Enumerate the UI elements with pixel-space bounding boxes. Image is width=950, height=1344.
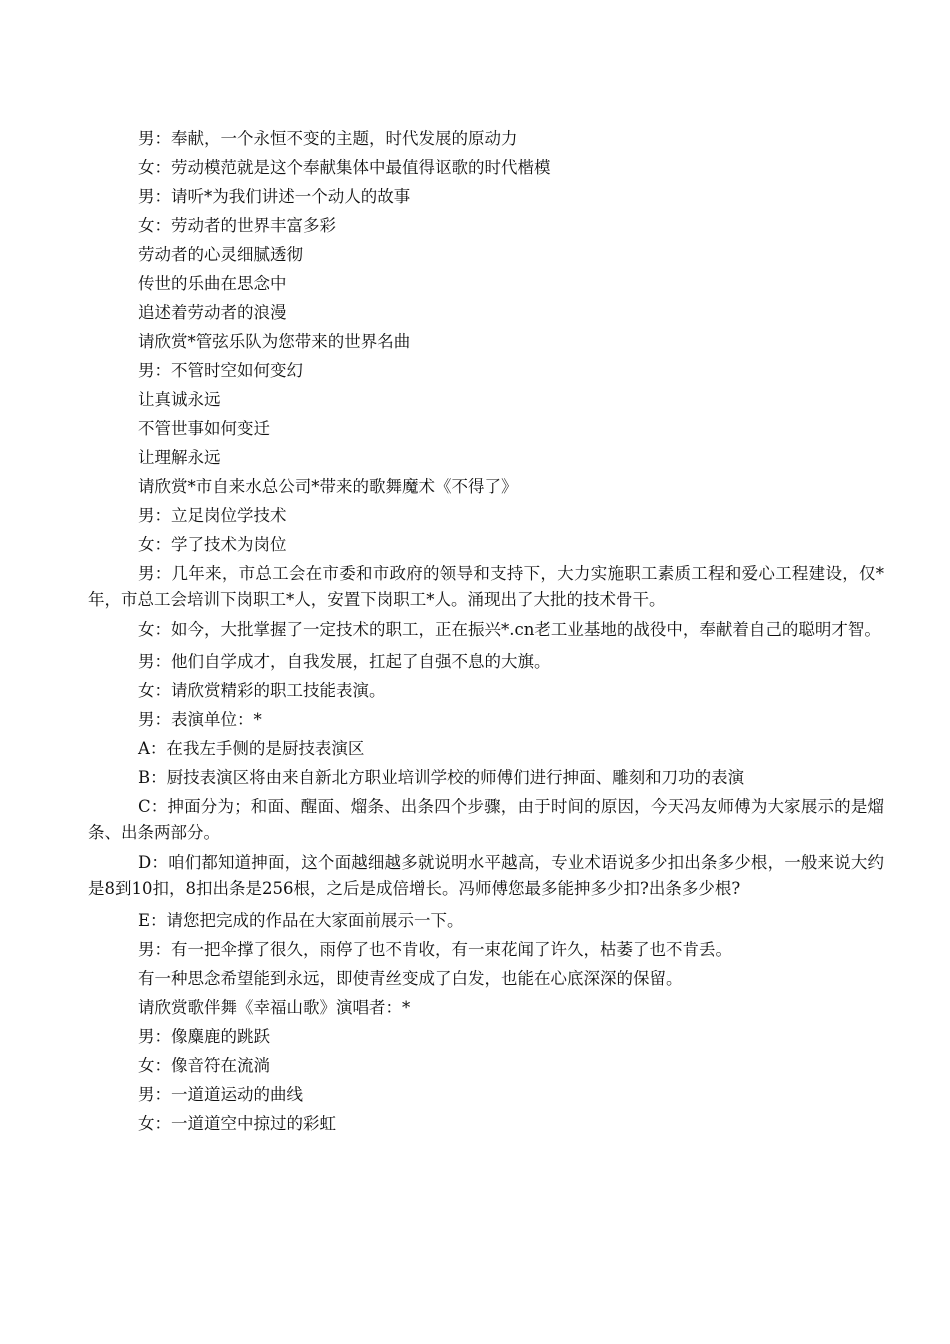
- paragraph: E：请您把完成的作品在大家面前展示一下。: [138, 911, 464, 930]
- paragraph: 男：不管时空如何变幻: [138, 361, 303, 380]
- paragraph: 有一种思念希望能到永远，即使青丝变成了白发，也能在心底深深的保留。: [138, 969, 683, 988]
- paragraph: 男：像麋鹿的跳跃: [138, 1027, 270, 1046]
- paragraph: 让真诚永远: [138, 390, 221, 409]
- paragraph: 让理解永远: [138, 448, 221, 467]
- paragraph: C：抻面分为；和面、醒面、熘条、出条四个步骤，由于时间的原因，今天冯友师傅为大家展示的是熘条、出条两部分。: [88, 797, 884, 842]
- paragraph: 传世的乐曲在思念中: [138, 274, 287, 293]
- paragraph: B：厨技表演区将由来自新北方职业培训学校的师傅们进行抻面、雕刻和刀功的表演: [138, 768, 745, 787]
- document-body: [88, 124, 884, 1138]
- paragraph: 男：他们自学成才，自我发展，扛起了自强不息的大旗。: [138, 652, 551, 671]
- paragraph: 男：几年来，市总工会在市委和市政府的领导和支持下，大力实施职工素质工程和爱心工程建设，仅*年，市总工会培训下岗职工*人，安置下岗职工*人。涌现出了大批的技术骨干。: [88, 564, 884, 609]
- paragraph: A：在我左手侧的是厨技表演区: [138, 739, 365, 758]
- paragraph: 女：请欣赏精彩的职工技能表演。: [138, 681, 386, 700]
- paragraph: 女：劳动模范就是这个奉献集体中最值得讴歌的时代楷模: [138, 158, 551, 177]
- paragraph: 女：一道道空中掠过的彩虹: [138, 1114, 336, 1133]
- paragraph: 男：请听*为我们讲述一个动人的故事: [138, 187, 411, 206]
- paragraph: 请欣赏歌伴舞《幸福山歌》演唱者：*: [138, 998, 411, 1017]
- paragraph: 女：学了技术为岗位: [138, 535, 287, 554]
- paragraph: 男：一道道运动的曲线: [138, 1085, 303, 1104]
- paragraph: D：咱们都知道抻面，这个面越细越多就说明水平越高，专业术语说多少扣出条多少根，一般来说大约是8到10扣，8扣出条是256根，之后是成倍增长。冯师傅您最多能抻多少扣?出条多少根?: [88, 853, 884, 898]
- paragraph: 请欣赏*市自来水总公司*带来的歌舞魔术《不得了》: [138, 477, 518, 496]
- paragraph: 不管世事如何变迁: [138, 419, 270, 438]
- paragraph: 追述着劳动者的浪漫: [138, 303, 287, 322]
- paragraph: 女：劳动者的世界丰富多彩: [138, 216, 336, 235]
- paragraph: 劳动者的心灵细腻透彻: [138, 245, 303, 264]
- paragraph: 请欣赏*管弦乐队为您带来的世界名曲: [138, 332, 411, 351]
- paragraph: 男：奉献，一个永恒不变的主题，时代发展的原动力: [138, 129, 518, 148]
- paragraph: 女：像音符在流淌: [138, 1056, 270, 1075]
- paragraph: 男：有一把伞撑了很久，雨停了也不肯收，有一束花闻了许久，枯萎了也不肯丢。: [138, 940, 732, 959]
- paragraph: 女：如今，大批掌握了一定技术的职工，正在振兴*.cn老工业基地的战役中，奉献着自己的聪明才智。: [138, 620, 881, 639]
- paragraph: 男：立足岗位学技术: [138, 506, 287, 525]
- paragraph: 男：表演单位：*: [138, 710, 262, 729]
